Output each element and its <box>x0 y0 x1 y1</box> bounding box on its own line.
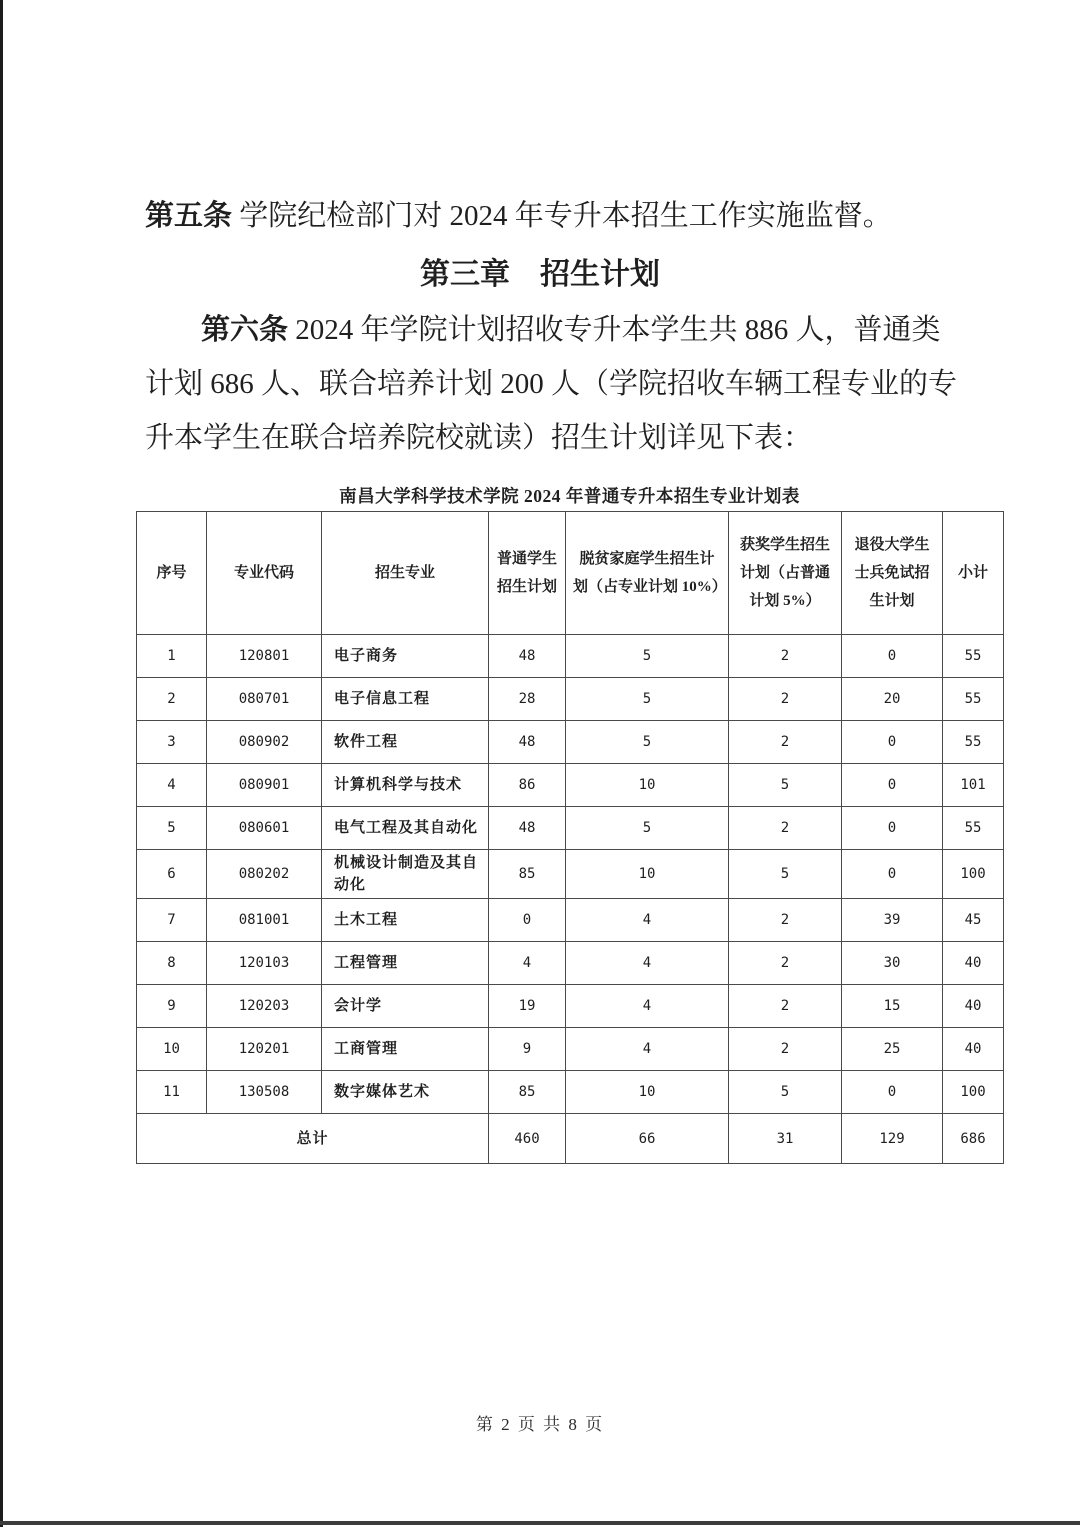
table-row <box>137 1071 1004 1114</box>
cell-major-code: 120203 <box>207 985 322 1028</box>
cell-award-plan: 2 <box>729 635 842 678</box>
cell-seq: 2 <box>137 678 207 721</box>
cell-veteran-plan: 25 <box>842 1028 943 1071</box>
cell-major-name: 计算机科学与技术 <box>322 764 489 807</box>
cell-regular-plan: 19 <box>489 985 566 1028</box>
cell-regular-plan: 0 <box>489 899 566 942</box>
table-row <box>137 985 1004 1028</box>
table-row <box>137 942 1004 985</box>
cell-poverty-plan: 4 <box>566 1028 729 1071</box>
cell-poverty-plan: 5 <box>566 721 729 764</box>
table-row <box>137 807 1004 850</box>
cell-seq: 9 <box>137 985 207 1028</box>
cell-subtotal: 40 <box>943 942 1004 985</box>
cell-veteran-plan: 0 <box>842 721 943 764</box>
cell-seq: 7 <box>137 899 207 942</box>
header-seq: 序号 <box>137 512 207 635</box>
cell-subtotal: 40 <box>943 1028 1004 1071</box>
cell-award-plan: 2 <box>729 807 842 850</box>
cell-veteran-plan: 30 <box>842 942 943 985</box>
cell-award-plan: 2 <box>729 899 842 942</box>
table-row <box>137 678 1004 721</box>
cell-major-code: 120201 <box>207 1028 322 1071</box>
cell-poverty-plan: 10 <box>566 850 729 899</box>
table-header <box>137 512 1004 635</box>
cell-subtotal: 55 <box>943 807 1004 850</box>
cell-major-name: 会计学 <box>322 985 489 1028</box>
cell-subtotal: 45 <box>943 899 1004 942</box>
page-scan-left-edge <box>0 0 3 1527</box>
total-regular-plan: 460 <box>489 1114 566 1164</box>
cell-major-code: 080901 <box>207 764 322 807</box>
cell-regular-plan: 48 <box>489 635 566 678</box>
cell-award-plan: 2 <box>729 942 842 985</box>
header-major-code: 专业代码 <box>207 512 322 635</box>
cell-seq: 10 <box>137 1028 207 1071</box>
cell-veteran-plan: 39 <box>842 899 943 942</box>
admission-plan-table <box>136 511 1004 1164</box>
cell-subtotal: 100 <box>943 850 1004 899</box>
cell-subtotal: 55 <box>943 721 1004 764</box>
cell-seq: 4 <box>137 764 207 807</box>
total-subtotal: 686 <box>943 1114 1004 1164</box>
cell-major-code: 081001 <box>207 899 322 942</box>
article-6-line-1 <box>145 303 960 357</box>
cell-subtotal: 55 <box>943 635 1004 678</box>
cell-major-name: 土木工程 <box>322 899 489 942</box>
cell-subtotal: 100 <box>943 1071 1004 1114</box>
table-row <box>137 635 1004 678</box>
header-regular-plan: 普通学生招生计划 <box>489 512 566 635</box>
cell-subtotal: 101 <box>943 764 1004 807</box>
cell-veteran-plan: 15 <box>842 985 943 1028</box>
cell-regular-plan: 86 <box>489 764 566 807</box>
article-5-text: 学院纪检部门对 2024 年专升本招生工作实施监督。 <box>232 200 892 232</box>
header-major-name: 招生专业 <box>322 512 489 635</box>
cell-award-plan: 2 <box>729 721 842 764</box>
cell-regular-plan: 9 <box>489 1028 566 1071</box>
table-title: 南昌大学科学技术学院 2024 年普通专升本招生专业计划表 <box>339 486 800 506</box>
cell-major-code: 120801 <box>207 635 322 678</box>
cell-major-code: 080701 <box>207 678 322 721</box>
article-6-line-3: 升本学生在联合培养院校就读）招生计划详见下表： <box>145 422 813 454</box>
cell-poverty-plan: 5 <box>566 635 729 678</box>
cell-veteran-plan: 20 <box>842 678 943 721</box>
cell-award-plan: 5 <box>729 1071 842 1114</box>
cell-poverty-plan: 10 <box>566 1071 729 1114</box>
cell-award-plan: 2 <box>729 678 842 721</box>
paragraph-article-6 <box>145 303 960 465</box>
cell-subtotal: 55 <box>943 678 1004 721</box>
cell-poverty-plan: 5 <box>566 678 729 721</box>
cell-award-plan: 2 <box>729 1028 842 1071</box>
cell-major-name: 数字媒体艺术 <box>322 1071 489 1114</box>
header-poverty-plan: 脱贫家庭学生招生计划（占专业计划 10%） <box>566 512 729 635</box>
cell-veteran-plan: 0 <box>842 1071 943 1114</box>
cell-regular-plan: 4 <box>489 942 566 985</box>
table-row <box>137 899 1004 942</box>
cell-seq: 3 <box>137 721 207 764</box>
cell-poverty-plan: 4 <box>566 985 729 1028</box>
cell-major-name: 机械设计制造及其自动化 <box>322 850 489 899</box>
cell-major-name: 工程管理 <box>322 942 489 985</box>
cell-seq: 6 <box>137 850 207 899</box>
cell-major-name: 电气工程及其自动化 <box>322 807 489 850</box>
cell-major-name: 软件工程 <box>322 721 489 764</box>
cell-award-plan: 5 <box>729 850 842 899</box>
cell-major-name: 工商管理 <box>322 1028 489 1071</box>
chapter-heading: 第三章 招生计划 <box>420 258 660 291</box>
article-6-line-2: 计划 686 人、联合培养计划 200 人（学院招收车辆工程专业的专 <box>145 368 958 400</box>
cell-veteran-plan: 0 <box>842 807 943 850</box>
cell-major-code: 080902 <box>207 721 322 764</box>
header-veteran-plan: 退役大学生士兵免试招生计划 <box>842 512 943 635</box>
table-header-row <box>137 512 1004 635</box>
cell-veteran-plan: 0 <box>842 850 943 899</box>
cell-seq: 8 <box>137 942 207 985</box>
header-award-plan: 获奖学生招生计划（占普通计划 5%） <box>729 512 842 635</box>
cell-poverty-plan: 5 <box>566 807 729 850</box>
cell-veteran-plan: 0 <box>842 635 943 678</box>
table-row <box>137 764 1004 807</box>
table-row <box>137 850 1004 899</box>
table-total-row <box>137 1114 1004 1164</box>
page-scan-bottom-edge <box>0 1521 1080 1525</box>
paragraph-article-5 <box>145 196 960 236</box>
cell-subtotal: 40 <box>943 985 1004 1028</box>
cell-seq: 11 <box>137 1071 207 1114</box>
total-award-plan: 31 <box>729 1114 842 1164</box>
cell-major-code: 080202 <box>207 850 322 899</box>
cell-award-plan: 2 <box>729 985 842 1028</box>
cell-poverty-plan: 4 <box>566 942 729 985</box>
cell-award-plan: 5 <box>729 764 842 807</box>
cell-regular-plan: 48 <box>489 807 566 850</box>
cell-veteran-plan: 0 <box>842 764 943 807</box>
cell-major-code: 120103 <box>207 942 322 985</box>
cell-major-code: 080601 <box>207 807 322 850</box>
page-number-footer: 第 2 页 共 8 页 <box>475 1415 605 1434</box>
header-subtotal: 小计 <box>943 512 1004 635</box>
total-veteran-plan: 129 <box>842 1114 943 1164</box>
table-row <box>137 721 1004 764</box>
cell-seq: 1 <box>137 635 207 678</box>
cell-major-name: 电子信息工程 <box>322 678 489 721</box>
cell-major-name: 电子商务 <box>322 635 489 678</box>
cell-regular-plan: 48 <box>489 721 566 764</box>
cell-regular-plan: 28 <box>489 678 566 721</box>
article-6-line-1-text: 2024 年学院计划招收专升本学生共 886 人，普通类 <box>288 314 941 346</box>
cell-seq: 5 <box>137 807 207 850</box>
cell-major-code: 130508 <box>207 1071 322 1114</box>
cell-regular-plan: 85 <box>489 1071 566 1114</box>
article-5-label: 第五条 <box>145 200 233 232</box>
table-body <box>137 635 1004 1164</box>
cell-poverty-plan: 4 <box>566 899 729 942</box>
total-poverty-plan: 66 <box>566 1114 729 1164</box>
table-row <box>137 1028 1004 1071</box>
cell-regular-plan: 85 <box>489 850 566 899</box>
total-label: 总计 <box>137 1114 489 1164</box>
article-6-label: 第六条 <box>201 314 289 346</box>
cell-poverty-plan: 10 <box>566 764 729 807</box>
